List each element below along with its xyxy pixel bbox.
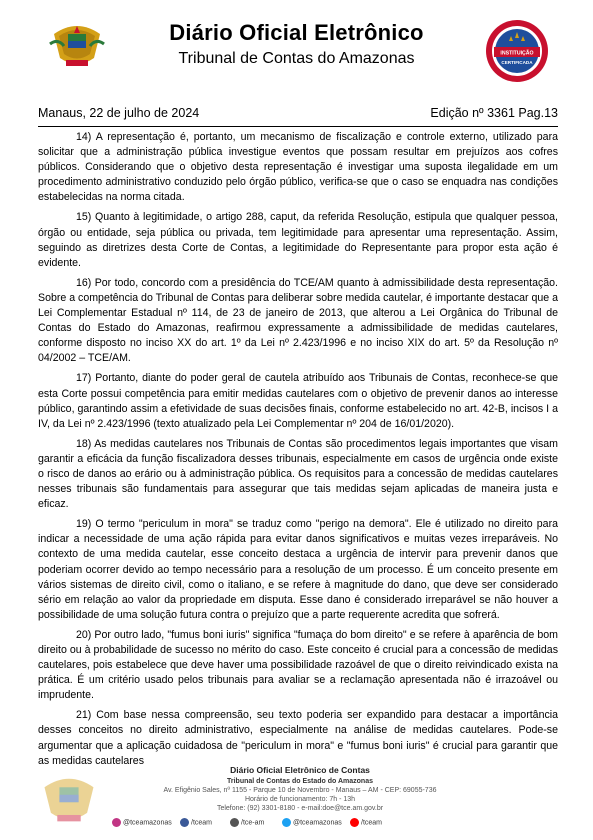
document-body xyxy=(38,130,558,774)
certification-seal-icon xyxy=(484,18,550,84)
svg-text:CERTIFICADA: CERTIFICADA xyxy=(501,60,533,65)
page-header xyxy=(0,0,593,100)
paragraph-18: 18) As medidas cautelares nos Tribunais de Contas são procedimentos legais importantes que visam garantir a eficácia da função fiscalizadora desses tribunais, especialmente em casos de urgência onde existe o risco de danos ao erário ou à administração pública. Os requisitos para a concessão de medidas cautelares nesses tribunais são fundamentais para assegurar que tais medidas sejam aplicadas de maneira justa e eficaz. xyxy=(38,437,558,511)
social-links xyxy=(112,818,492,830)
paragraph-20: 20) Por outro lado, "fumus boni iuris" significa "fumaça do bom direito" e se refere à aparência de bom direito ou à probabilidade de sucesso no mérito do caso. Este conceito é crucial para a concessão de medidas cautelares, pois estabelece que deve haver uma possibilidade razoável de que o direito reivindicado exista na prática. É um critério usado pelos tribunais para avaliar se a reclamação apresentada não é irrazoável ou imprudente. xyxy=(38,628,558,702)
footer-address: Av. Efigênio Sales, nº 1155 - Parque 10 de Novembro - Manaus – AM - CEP: 69055-736 xyxy=(163,787,437,794)
facebook-link[interactable]: /tceam xyxy=(180,818,212,827)
paragraph-21: 21) Com base nessa compreensão, seu texto poderia ser expandido para destacar a importância desses conceitos no direito administrativo, especialmente na análise de medidas cautelares. Pode-se argumentar que a aplicação cuidadosa de "periculum in mora" e "fumus boni iuris" é crucial para garantir que as medidas cautelares xyxy=(38,709,558,767)
footer-hours: Horário de funcionamento: 7h - 13h xyxy=(244,796,356,803)
paragraph-19: 19) O termo "periculum in mora" se traduz como "perigo na demora". Ele é utilizado no direito para indicar a necessidade de uma ação rápida para evitar danos significativos e muitas vezes irreparáveis. No contexto de uma medida cautelar, esse conceito destaca a urgência de intervir para prevenir danos que poderiam ocorrer devido ao tempo necessário para a resolução de um processo. É um conceito presente em vários sistemas de direito civil, como o italiano, e se refere à magnitude do dano, que deve ser considerado sério em relação ao valor da propriedade em disputa. Esse dano é considerado irreparável se não houver a possibilidade de uma solução futura contra o prejuízo que a parte requerente acredita que sofrerá. xyxy=(38,518,558,621)
svg-text:INSTITUIÇÃO: INSTITUIÇÃO xyxy=(500,50,534,57)
paragraph-14: 14) A representação é, portanto, um mecanismo de fiscalização e controle externo, utilizado para solicitar que a administração pública investigue eventos que possam resultar em prejuízos aos cofres públicos. Considerando que o objetivo desta representação é investigar uma suposta ilegalidade em um procedimento administrativo conduzido pelo órgão público, verifica-se que o caso se enquadra nas condições estabelecidas na norma citada. xyxy=(38,131,558,204)
footer-contact: Telefone: (92) 3301-8180 - e-mail:doe@tce.am.gov.br xyxy=(216,805,384,812)
globe-icon xyxy=(230,818,239,827)
paragraph-16: 16) Por todo, concordo com a presidência do TCE/AM quanto à admissibilidade desta representação. Sobre a competência do Tribunal de Contas para deliberar sobre medida cautelar, é importante destacar que a Lei Complementar Estadual nº 114, de 23 de janeiro de 2013, que alterou a Lei Orgânica do Tribunal de Contas do Estado do Amazonas, reafirmou expressamente a admissibilidade de medidas cautelares, conforme disposto no inciso XX do art. 1º da Lei nº 2.423/1996 e no inciso XIX do art. 5º da Resolução nº 04/2002 – TCE/AM. xyxy=(38,276,558,365)
twitter-icon xyxy=(282,818,291,827)
youtube-link[interactable]: /tceam xyxy=(350,818,382,827)
youtube-icon xyxy=(350,818,359,827)
footer-subtitle: Tribunal de Contas do Estado do Amazonas xyxy=(227,778,373,785)
divider xyxy=(38,126,558,127)
page-title: Diário Oficial Eletrônico xyxy=(169,20,424,45)
footer-title: Diário Oficial Eletrônico de Contas xyxy=(230,765,370,775)
edition-page: Edição nº 3361 Pag.13 xyxy=(430,106,558,120)
paragraph-17: 17) Portanto, diante do poder geral de cautela atribuído aos Tribunais de Contas, reconhece-se que esta Corte possui competência para emitir medidas cautelares com o objetivo de prevenir danos ao interesse público, garantindo assim a efetividade de suas decisões finais, conforme estabelecido no art. 42-B, incisos I a IV, da Lei nº 2.423/1996 (texto atualizado pela Lei Complementar nº 204 de 16/01/2020). xyxy=(38,372,558,430)
footer-info xyxy=(150,766,450,813)
paragraph-15: 15) Quanto à legitimidade, o artigo 288, caput, da referida Resolução, estipula que qualquer pessoa, órgão ou entidade, seja pública ou privada, tem legitimidade para apresentar uma representação. Assim, seguindo as diretrizes desta Corte de Contas, a legitimidade do Representante para propor esta ação é evidente. xyxy=(38,211,558,269)
facebook-icon xyxy=(180,818,189,827)
instagram-icon xyxy=(112,818,121,827)
website-link[interactable]: /tce-am xyxy=(230,818,264,827)
tce-am-crest-icon xyxy=(46,14,108,76)
page-subtitle: Tribunal de Contas do Amazonas xyxy=(178,50,415,67)
dateline xyxy=(38,106,558,122)
twitter-link[interactable]: @tceamazonas xyxy=(282,818,342,827)
place-date: Manaus, 22 de julho de 2024 xyxy=(38,106,200,120)
footer-crest-icon xyxy=(36,766,102,832)
instagram-link[interactable]: @tceamazonas xyxy=(112,818,172,827)
